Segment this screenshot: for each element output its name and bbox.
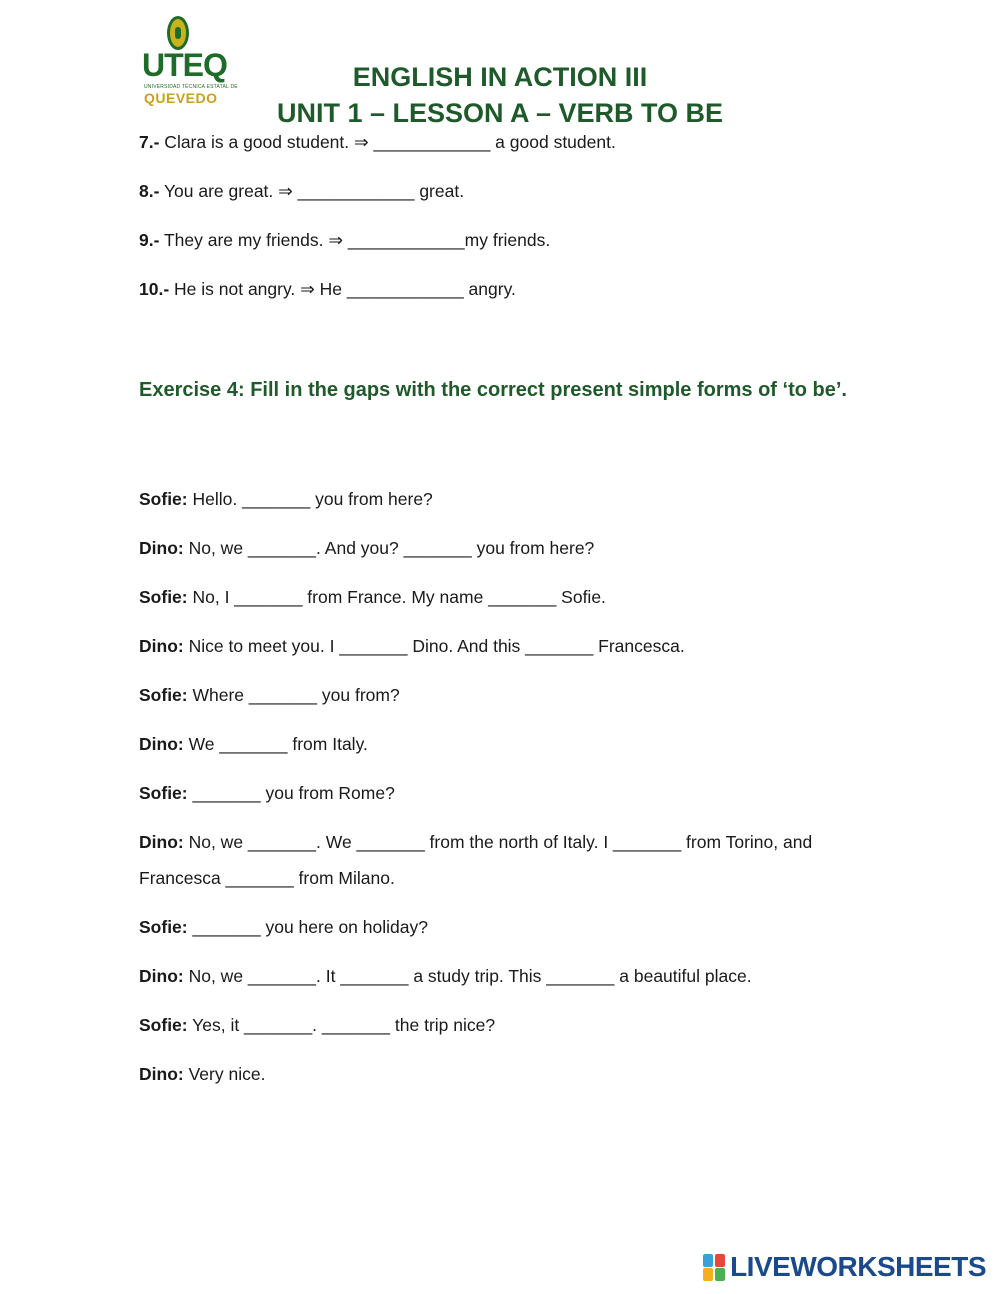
logo-city: QUEVEDO bbox=[144, 90, 218, 106]
logo-abbr: UTEQ bbox=[142, 47, 227, 83]
item-number: 7.- bbox=[139, 132, 160, 152]
item-text: You are great. ⇒ ____________ great. bbox=[159, 181, 465, 201]
speaker: Dino: bbox=[139, 538, 184, 558]
dialogue-line bbox=[139, 585, 606, 609]
dialogue-line bbox=[139, 830, 812, 854]
speaker: Dino: bbox=[139, 966, 184, 986]
logo-subtitle: UNIVERSIDAD TÉCNICA ESTATAL DE bbox=[144, 84, 238, 90]
dialogue-text: No, we _______. It _______ a study trip. This _______ a beautiful place. bbox=[183, 966, 752, 986]
item-text: Clara is a good student. ⇒ ____________ a good student. bbox=[159, 132, 616, 152]
item-text: He is not angry. ⇒ He ____________ angry. bbox=[169, 279, 516, 299]
exercise3-item-9 bbox=[139, 228, 550, 252]
dialogue-line bbox=[139, 536, 594, 560]
dialogue-text: Nice to meet you. I _______ Dino. And this _______ Francesca. bbox=[183, 636, 685, 656]
uteq-seal-icon bbox=[167, 16, 189, 50]
speaker: Sofie: bbox=[139, 917, 188, 937]
dialogue-line bbox=[139, 1062, 265, 1086]
speaker: Sofie: bbox=[139, 489, 188, 509]
exercise3-item-10 bbox=[139, 277, 516, 301]
dialogue-text: Yes, it _______. _______ the trip nice? bbox=[187, 1015, 496, 1035]
dialogue-line bbox=[139, 634, 685, 658]
brand-name: LIVEWORKSHEETS bbox=[730, 1251, 986, 1282]
dialogue-text: _______ you from Rome? bbox=[187, 783, 395, 803]
speaker: Sofie: bbox=[139, 783, 188, 803]
speaker: Dino: bbox=[139, 832, 184, 852]
dialogue-line-continued bbox=[139, 866, 395, 890]
speaker: Dino: bbox=[139, 1064, 184, 1084]
liveworksheets-blocks-icon bbox=[703, 1252, 727, 1282]
dialogue-text: No, we _______. We _______ from the north of Italy. I _______ from Torino, and bbox=[183, 832, 813, 852]
item-number: 10.- bbox=[139, 279, 170, 299]
course-title: ENGLISH IN ACTION III bbox=[352, 62, 648, 92]
dialogue-line bbox=[139, 487, 433, 511]
item-text: They are my friends. ⇒ ____________my friends. bbox=[159, 230, 551, 250]
speaker: Dino: bbox=[139, 636, 184, 656]
exercise3-item-8 bbox=[139, 179, 464, 203]
dialogue-line bbox=[139, 915, 428, 939]
speaker: Sofie: bbox=[139, 685, 188, 705]
dialogue-text: Very nice. bbox=[183, 1064, 266, 1084]
dialogue-line bbox=[139, 732, 368, 756]
dialogue-text: We _______ from Italy. bbox=[183, 734, 368, 754]
dialogue-text: Where _______ you from? bbox=[187, 685, 400, 705]
exercise4-title: Exercise 4: Fill in the gaps with the correct present simple forms of ‘to be’. bbox=[139, 379, 847, 401]
dialogue-line bbox=[139, 781, 395, 805]
speaker: Sofie: bbox=[139, 1015, 188, 1035]
item-number: 8.- bbox=[139, 181, 160, 201]
dialogue-text: Hello. _______ you from here? bbox=[187, 489, 433, 509]
lesson-title: UNIT 1 – LESSON A – VERB TO BE bbox=[276, 98, 724, 128]
dialogue-line bbox=[139, 1013, 495, 1037]
dialogue-line bbox=[139, 683, 400, 707]
speaker: Sofie: bbox=[139, 587, 188, 607]
dialogue-text: Francesca _______ from Milano. bbox=[139, 868, 395, 888]
item-number: 9.- bbox=[139, 230, 160, 250]
dialogue-text: No, we _______. And you? _______ you from here? bbox=[183, 538, 595, 558]
dialogue-line bbox=[139, 964, 752, 988]
dialogue-text: _______ you here on holiday? bbox=[187, 917, 428, 937]
speaker: Dino: bbox=[139, 734, 184, 754]
dialogue-text: No, I _______ from France. My name _______ Sofie. bbox=[187, 587, 606, 607]
liveworksheets-logo bbox=[703, 1252, 986, 1282]
exercise3-item-7 bbox=[139, 130, 616, 154]
